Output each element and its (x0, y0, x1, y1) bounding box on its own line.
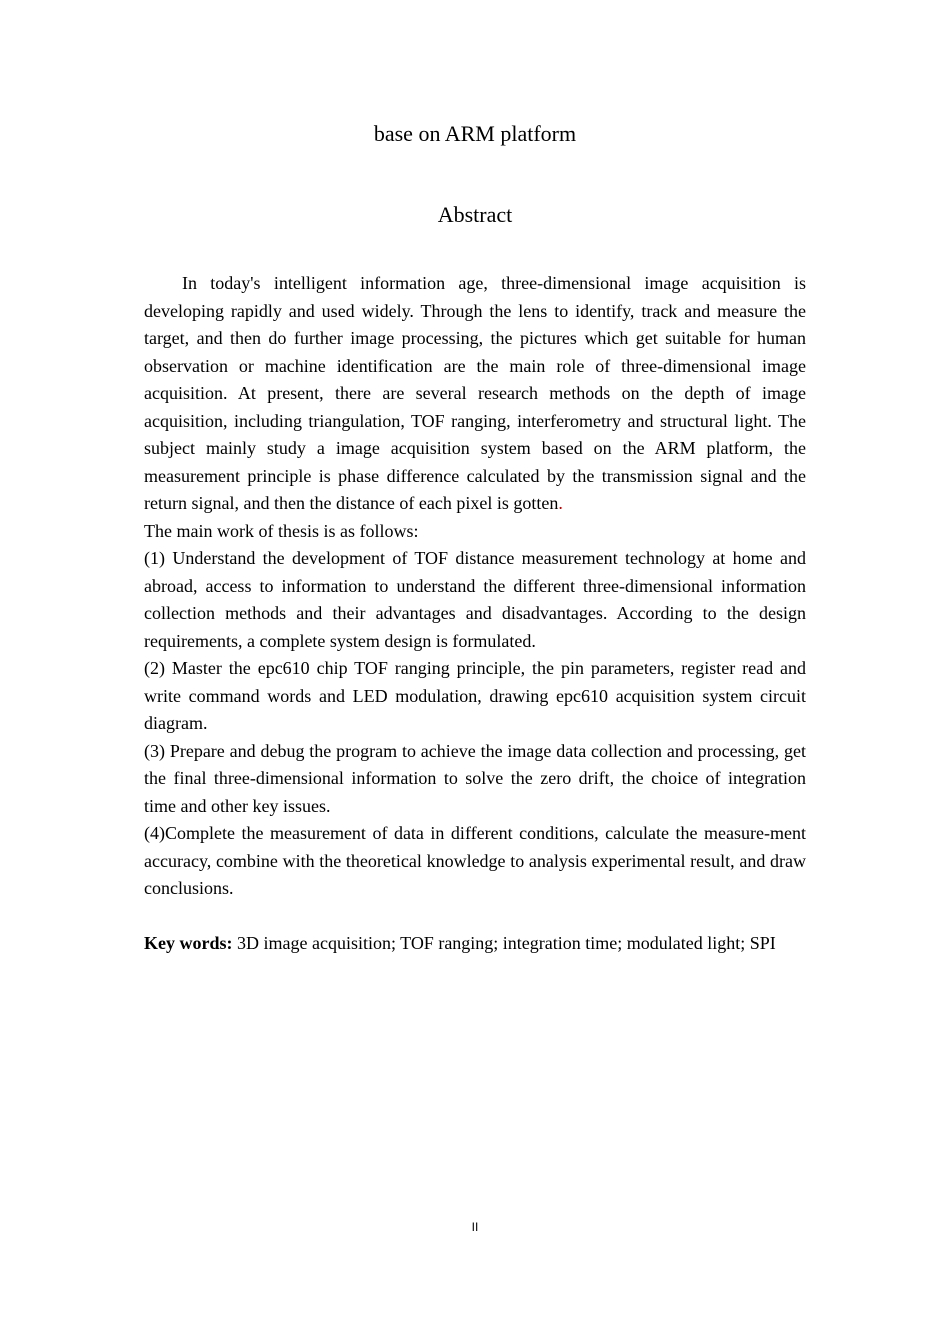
list-item: (4)Complete the measurement of data in different conditions, calculate the measure-ment accuracy, combine with the theoretical knowledge to analysis experimental result, and draw conclusions. (144, 823, 806, 898)
abstract-body (144, 270, 806, 958)
main-work-intro: The main work of thesis is as follows: (144, 520, 419, 541)
keywords-text: 3D image acquisition; TOF ranging; integration time; modulated light; SPI (237, 933, 776, 953)
list-item: (1) Understand the development of TOF distance measurement technology at home and abroad, access to information to understand the different three-dimensional information collection methods and their advantages and disadvantages. According to the design requirements, a complete system design is formulated. (144, 548, 806, 651)
keywords (144, 930, 806, 958)
intro-end-mark: . (558, 493, 563, 513)
list-item: (3) Prepare and debug the program to achieve the image data collection and processing, get the final three-dimensional information to solve the zero drift, the choice of integration time and other key issues. (144, 740, 806, 816)
list-item: (2) Master the epc610 chip TOF ranging principle, the pin parameters, register read and write command words and LED modulation, drawing epc610 acquisition system circuit diagram. (144, 658, 806, 733)
intro-paragraph (144, 270, 806, 518)
intro-text: In today's intelligent information age, three-dimensional image acquisition is developing rapidly and used widely. Through the lens to identify, track and measure the target, and then do further image processing, the pictures which get suitable for human observation or machine identification are the main role of three-dimensional image acquisition. At present, there are several research methods on the depth of image acquisition, including triangulation, TOF ranging, interferometry and structural light. The subject mainly study a image acquisition system based on the ARM platform, the measurement principle is phase difference calculated by the transmission signal and the return signal, and then the distance of each pixel is gotten (144, 273, 806, 513)
keywords-label: Key words: (144, 933, 233, 953)
page-number: II (471, 1220, 479, 1234)
abstract-heading: Abstract (437, 202, 513, 227)
thesis-title-line: base on ARM platform (373, 121, 577, 146)
